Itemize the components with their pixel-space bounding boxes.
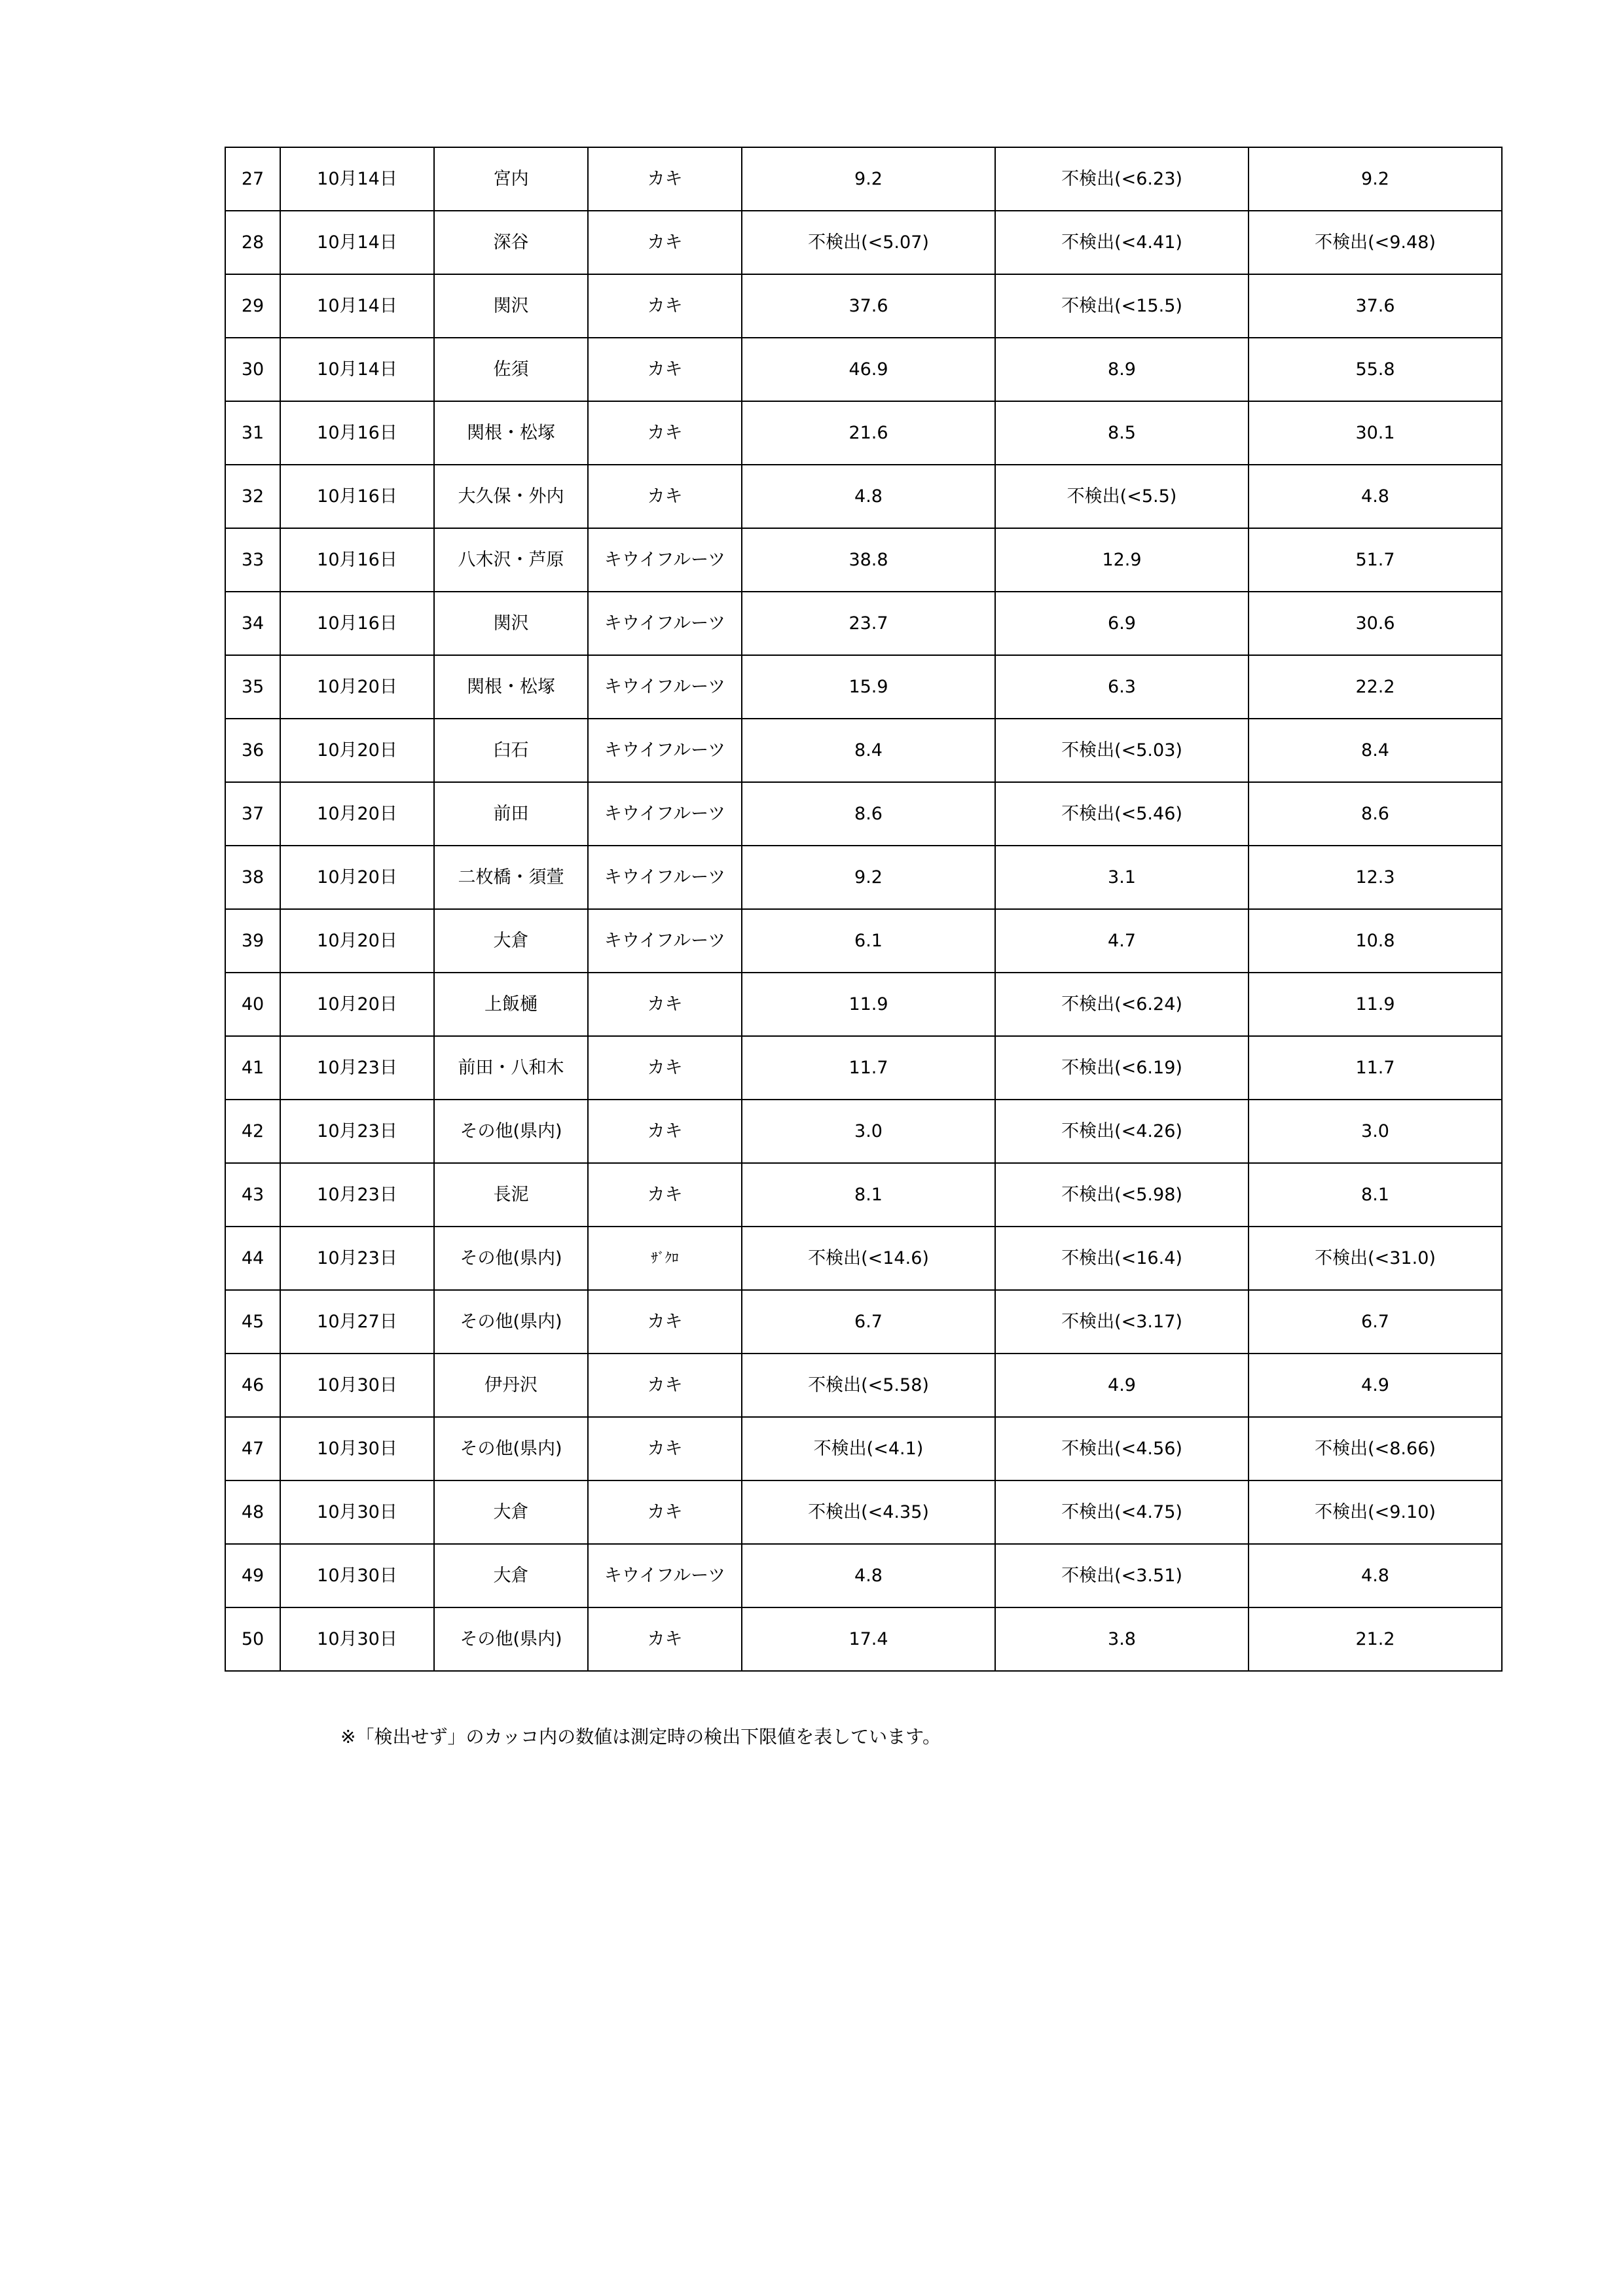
area-cell: 関根・松塚 <box>434 655 588 719</box>
value-cell-1: 15.9 <box>742 655 995 719</box>
value-cell-3: 9.2 <box>1249 147 1502 211</box>
value-cell-2: 不検出(<6.23) <box>995 147 1249 211</box>
value-cell-1: 不検出(<5.07) <box>742 211 995 274</box>
value-cell-3: 10.8 <box>1249 909 1502 973</box>
area-cell: 関沢 <box>434 592 588 655</box>
item-cell: カキ <box>588 1354 742 1417</box>
item-cell: カキ <box>588 1290 742 1354</box>
item-cell: カキ <box>588 1417 742 1480</box>
value-cell-2: 不検出(<3.51) <box>995 1544 1249 1607</box>
date-cell: 10月16日 <box>280 465 434 528</box>
item-cell: カキ <box>588 1100 742 1163</box>
value-cell-1: 不検出(<4.1) <box>742 1417 995 1480</box>
value-cell-3: 3.0 <box>1249 1100 1502 1163</box>
value-cell-2: 不検出(<16.4) <box>995 1227 1249 1290</box>
value-cell-1: 8.4 <box>742 719 995 782</box>
table-row <box>225 1480 1502 1544</box>
value-cell-3: 6.7 <box>1249 1290 1502 1354</box>
item-cell: キウイフルーツ <box>588 655 742 719</box>
date-cell: 10月20日 <box>280 782 434 846</box>
area-cell: 大倉 <box>434 909 588 973</box>
value-cell-3: 8.6 <box>1249 782 1502 846</box>
value-cell-1: 不検出(<5.58) <box>742 1354 995 1417</box>
area-cell: 長泥 <box>434 1163 588 1227</box>
value-cell-1: 3.0 <box>742 1100 995 1163</box>
value-cell-2: 4.7 <box>995 909 1249 973</box>
item-cell: カキ <box>588 1163 742 1227</box>
row-number-cell: 44 <box>225 1227 280 1290</box>
row-number-cell: 48 <box>225 1480 280 1544</box>
table-row <box>225 1544 1502 1607</box>
table-row <box>225 1036 1502 1100</box>
area-cell: 関沢 <box>434 274 588 338</box>
value-cell-2: 8.5 <box>995 401 1249 465</box>
table-row <box>225 909 1502 973</box>
value-cell-1: 9.2 <box>742 147 995 211</box>
date-cell: 10月23日 <box>280 1227 434 1290</box>
value-cell-3: 不検出(<9.48) <box>1249 211 1502 274</box>
table-row <box>225 1100 1502 1163</box>
table-row <box>225 782 1502 846</box>
value-cell-1: 11.9 <box>742 973 995 1036</box>
table-row <box>225 846 1502 909</box>
value-cell-3: 21.2 <box>1249 1607 1502 1671</box>
item-cell: カキ <box>588 973 742 1036</box>
table-row <box>225 1607 1502 1671</box>
table-row <box>225 528 1502 592</box>
item-cell: ｻﾞｸﾛ <box>588 1227 742 1290</box>
value-cell-2: 不検出(<4.56) <box>995 1417 1249 1480</box>
area-cell: その他(県内) <box>434 1290 588 1354</box>
area-cell: 大久保・外内 <box>434 465 588 528</box>
row-number-cell: 34 <box>225 592 280 655</box>
area-cell: 臼石 <box>434 719 588 782</box>
table-row <box>225 274 1502 338</box>
item-cell: カキ <box>588 147 742 211</box>
item-cell: キウイフルーツ <box>588 1544 742 1607</box>
value-cell-3: 55.8 <box>1249 338 1502 401</box>
value-cell-1: 38.8 <box>742 528 995 592</box>
value-cell-1: 8.6 <box>742 782 995 846</box>
table-row <box>225 1354 1502 1417</box>
value-cell-1: 9.2 <box>742 846 995 909</box>
table-row <box>225 211 1502 274</box>
value-cell-2: 不検出(<3.17) <box>995 1290 1249 1354</box>
value-cell-2: 6.9 <box>995 592 1249 655</box>
row-number-cell: 37 <box>225 782 280 846</box>
value-cell-2: 不検出(<5.46) <box>995 782 1249 846</box>
area-cell: 大倉 <box>434 1480 588 1544</box>
value-cell-1: 8.1 <box>742 1163 995 1227</box>
row-number-cell: 38 <box>225 846 280 909</box>
date-cell: 10月14日 <box>280 147 434 211</box>
results-table-body <box>225 147 1502 1671</box>
value-cell-2: 不検出(<4.26) <box>995 1100 1249 1163</box>
value-cell-2: 3.8 <box>995 1607 1249 1671</box>
value-cell-3: 51.7 <box>1249 528 1502 592</box>
table-row <box>225 592 1502 655</box>
row-number-cell: 49 <box>225 1544 280 1607</box>
date-cell: 10月14日 <box>280 274 434 338</box>
area-cell: 深谷 <box>434 211 588 274</box>
area-cell: その他(県内) <box>434 1227 588 1290</box>
table-row <box>225 1417 1502 1480</box>
date-cell: 10月27日 <box>280 1290 434 1354</box>
item-cell: キウイフルーツ <box>588 719 742 782</box>
area-cell: 上飯樋 <box>434 973 588 1036</box>
value-cell-1: 6.7 <box>742 1290 995 1354</box>
row-number-cell: 43 <box>225 1163 280 1227</box>
value-cell-3: 22.2 <box>1249 655 1502 719</box>
area-cell: 関根・松塚 <box>434 401 588 465</box>
value-cell-2: 不検出(<4.41) <box>995 211 1249 274</box>
value-cell-1: 17.4 <box>742 1607 995 1671</box>
date-cell: 10月30日 <box>280 1417 434 1480</box>
value-cell-2: 不検出(<6.19) <box>995 1036 1249 1100</box>
table-row <box>225 1227 1502 1290</box>
row-number-cell: 33 <box>225 528 280 592</box>
value-cell-3: 8.1 <box>1249 1163 1502 1227</box>
value-cell-2: 不検出(<5.5) <box>995 465 1249 528</box>
table-row <box>225 465 1502 528</box>
results-table <box>225 147 1503 1672</box>
item-cell: カキ <box>588 1607 742 1671</box>
date-cell: 10月14日 <box>280 338 434 401</box>
row-number-cell: 45 <box>225 1290 280 1354</box>
item-cell: キウイフルーツ <box>588 528 742 592</box>
area-cell: 伊丹沢 <box>434 1354 588 1417</box>
item-cell: キウイフルーツ <box>588 592 742 655</box>
value-cell-3: 4.9 <box>1249 1354 1502 1417</box>
value-cell-2: 不検出(<5.03) <box>995 719 1249 782</box>
value-cell-3: 不検出(<31.0) <box>1249 1227 1502 1290</box>
area-cell: 前田・八和木 <box>434 1036 588 1100</box>
table-row <box>225 401 1502 465</box>
row-number-cell: 41 <box>225 1036 280 1100</box>
value-cell-3: 37.6 <box>1249 274 1502 338</box>
row-number-cell: 39 <box>225 909 280 973</box>
area-cell: 佐須 <box>434 338 588 401</box>
row-number-cell: 36 <box>225 719 280 782</box>
date-cell: 10月23日 <box>280 1100 434 1163</box>
value-cell-3: 4.8 <box>1249 465 1502 528</box>
value-cell-2: 4.9 <box>995 1354 1249 1417</box>
value-cell-2: 12.9 <box>995 528 1249 592</box>
value-cell-2: 不検出(<4.75) <box>995 1480 1249 1544</box>
value-cell-2: 不検出(<6.24) <box>995 973 1249 1036</box>
value-cell-1: 4.8 <box>742 465 995 528</box>
value-cell-1: 37.6 <box>742 274 995 338</box>
date-cell: 10月20日 <box>280 909 434 973</box>
value-cell-2: 3.1 <box>995 846 1249 909</box>
row-number-cell: 46 <box>225 1354 280 1417</box>
table-row <box>225 973 1502 1036</box>
value-cell-3: 8.4 <box>1249 719 1502 782</box>
table-row <box>225 1290 1502 1354</box>
value-cell-3: 11.7 <box>1249 1036 1502 1100</box>
item-cell: キウイフルーツ <box>588 782 742 846</box>
value-cell-1: 6.1 <box>742 909 995 973</box>
date-cell: 10月23日 <box>280 1163 434 1227</box>
value-cell-1: 不検出(<4.35) <box>742 1480 995 1544</box>
area-cell: その他(県内) <box>434 1607 588 1671</box>
value-cell-3: 30.1 <box>1249 401 1502 465</box>
date-cell: 10月30日 <box>280 1354 434 1417</box>
date-cell: 10月30日 <box>280 1607 434 1671</box>
area-cell: 八木沢・芦原 <box>434 528 588 592</box>
row-number-cell: 27 <box>225 147 280 211</box>
item-cell: キウイフルーツ <box>588 846 742 909</box>
area-cell: 前田 <box>434 782 588 846</box>
value-cell-2: 6.3 <box>995 655 1249 719</box>
date-cell: 10月20日 <box>280 973 434 1036</box>
row-number-cell: 50 <box>225 1607 280 1671</box>
date-cell: 10月23日 <box>280 1036 434 1100</box>
row-number-cell: 29 <box>225 274 280 338</box>
item-cell: カキ <box>588 338 742 401</box>
area-cell: 大倉 <box>434 1544 588 1607</box>
area-cell: その他(県内) <box>434 1100 588 1163</box>
value-cell-1: 4.8 <box>742 1544 995 1607</box>
date-cell: 10月16日 <box>280 528 434 592</box>
row-number-cell: 35 <box>225 655 280 719</box>
date-cell: 10月16日 <box>280 401 434 465</box>
value-cell-2: 不検出(<5.98) <box>995 1163 1249 1227</box>
table-row <box>225 1163 1502 1227</box>
row-number-cell: 40 <box>225 973 280 1036</box>
table-row <box>225 655 1502 719</box>
row-number-cell: 28 <box>225 211 280 274</box>
value-cell-3: 4.8 <box>1249 1544 1502 1607</box>
date-cell: 10月30日 <box>280 1480 434 1544</box>
value-cell-2: 不検出(<15.5) <box>995 274 1249 338</box>
item-cell: キウイフルーツ <box>588 909 742 973</box>
area-cell: 宮内 <box>434 147 588 211</box>
date-cell: 10月20日 <box>280 719 434 782</box>
value-cell-2: 8.9 <box>995 338 1249 401</box>
item-cell: カキ <box>588 1036 742 1100</box>
item-cell: カキ <box>588 401 742 465</box>
item-cell: カキ <box>588 1480 742 1544</box>
value-cell-3: 11.9 <box>1249 973 1502 1036</box>
footnote: ※「検出せず」のカッコ内の数値は測定時の検出下限値を表しています。 <box>340 1726 941 1748</box>
table-row <box>225 147 1502 211</box>
value-cell-3: 不検出(<8.66) <box>1249 1417 1502 1480</box>
value-cell-3: 30.6 <box>1249 592 1502 655</box>
date-cell: 10月30日 <box>280 1544 434 1607</box>
table-row <box>225 338 1502 401</box>
row-number-cell: 42 <box>225 1100 280 1163</box>
item-cell: カキ <box>588 211 742 274</box>
item-cell: カキ <box>588 465 742 528</box>
table-row <box>225 719 1502 782</box>
value-cell-3: 不検出(<9.10) <box>1249 1480 1502 1544</box>
date-cell: 10月20日 <box>280 846 434 909</box>
value-cell-1: 11.7 <box>742 1036 995 1100</box>
value-cell-1: 21.6 <box>742 401 995 465</box>
value-cell-1: 23.7 <box>742 592 995 655</box>
value-cell-3: 12.3 <box>1249 846 1502 909</box>
date-cell: 10月16日 <box>280 592 434 655</box>
row-number-cell: 47 <box>225 1417 280 1480</box>
row-number-cell: 30 <box>225 338 280 401</box>
value-cell-1: 46.9 <box>742 338 995 401</box>
area-cell: その他(県内) <box>434 1417 588 1480</box>
date-cell: 10月20日 <box>280 655 434 719</box>
date-cell: 10月14日 <box>280 211 434 274</box>
row-number-cell: 31 <box>225 401 280 465</box>
value-cell-1: 不検出(<14.6) <box>742 1227 995 1290</box>
area-cell: 二枚橋・須萱 <box>434 846 588 909</box>
item-cell: カキ <box>588 274 742 338</box>
row-number-cell: 32 <box>225 465 280 528</box>
